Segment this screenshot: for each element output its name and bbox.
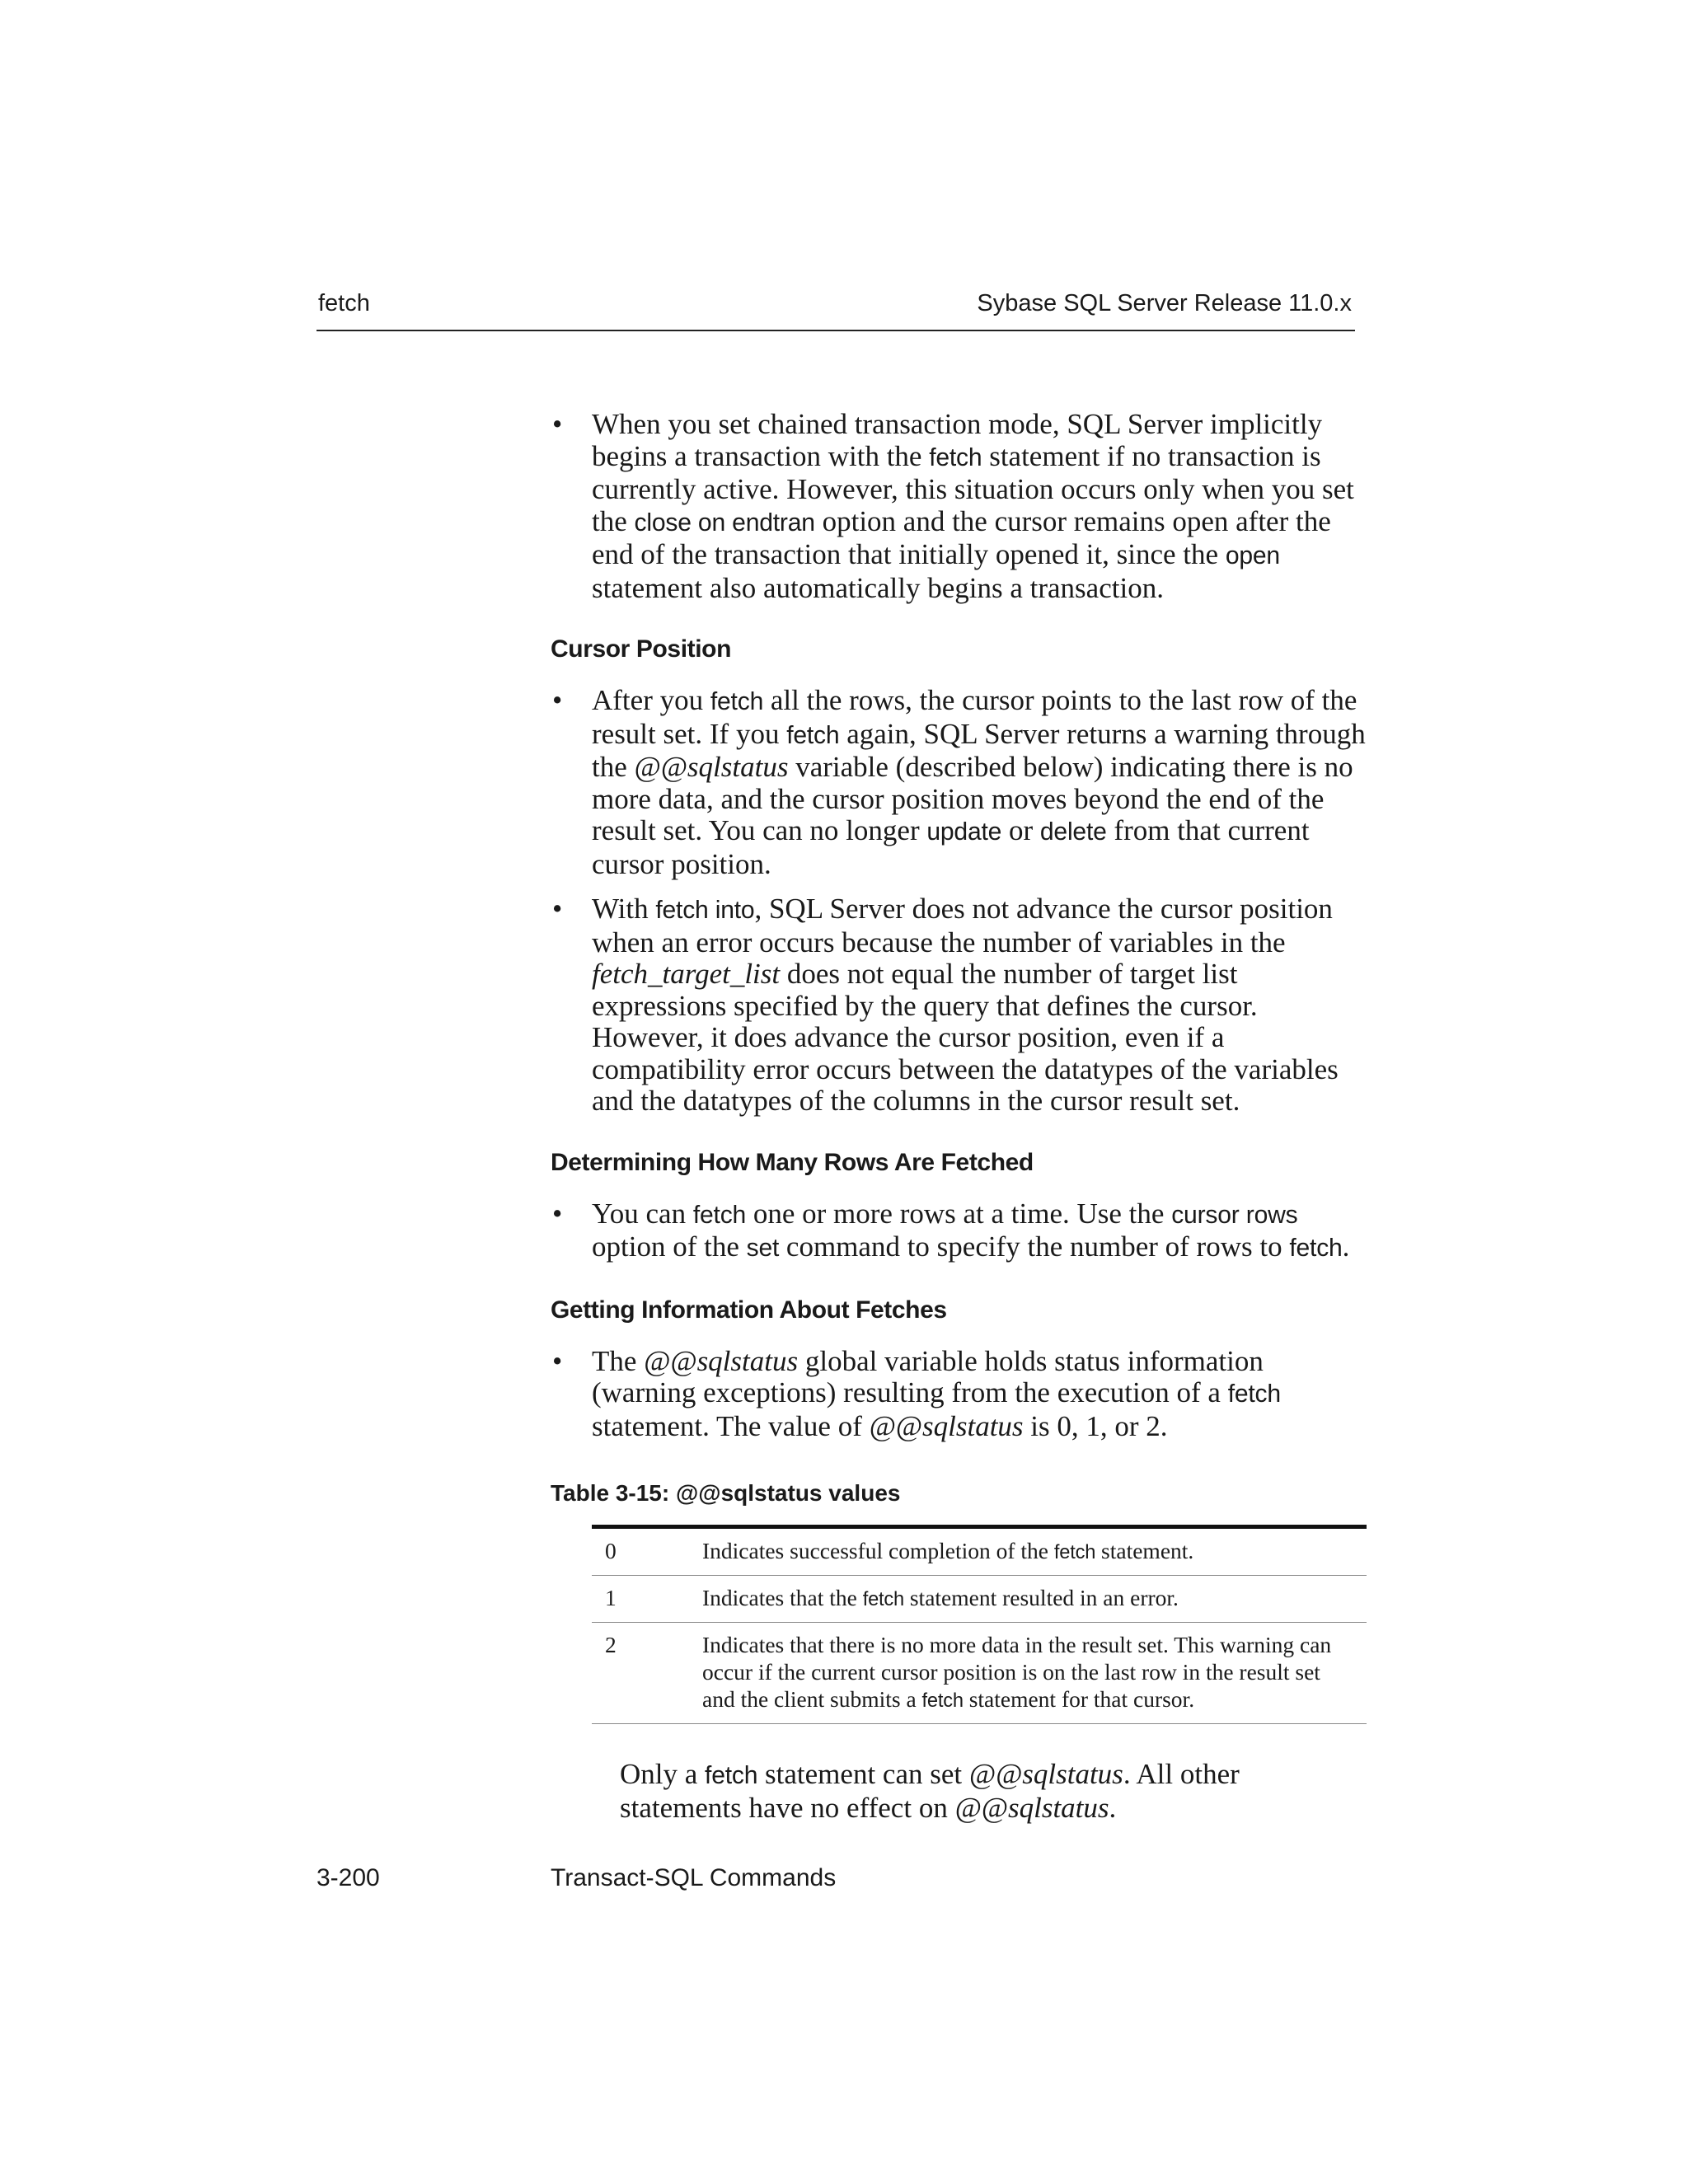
table-row [592,1576,1367,1623]
text: statement resulted in an error. [903,1585,1179,1610]
text: option and the cursor remains open after the end of the transaction that initially opened it, since the [592,504,1331,570]
text: Indicates that there is no more data in the result set. This warning can occur if the current cursor position is on the last row in the result set and the client submits a [702,1632,1332,1712]
parameter-name: fetch_target_list [592,958,781,990]
variable-name: @@sqlstatus [634,751,789,783]
footer-chapter-title: Transact-SQL Commands [551,1864,837,1891]
text: does not equal the number of target list expressions specified by the query that defines the cursor. However, it does advance the cursor position, even if a compatibility error occurs between the datatypes of the variables and the datatypes of the columns in the cursor result set. [592,958,1339,1117]
text: statement if no transaction is currently active. However, this situation occurs only when you set the [592,439,1354,537]
bullet-fetch-into [551,893,1367,1118]
code-term: fetch [705,1762,758,1789]
code-term: fetch [710,688,764,715]
text: Indicates successful completion of the [702,1538,1054,1563]
text: The [592,1344,645,1377]
text: is 0, 1, or 2. [1023,1409,1168,1442]
status-code: 0 [592,1527,702,1576]
closing-paragraph [620,1759,1367,1824]
sqlstatus-values-table [592,1525,1367,1724]
code-term: fetch [786,721,840,749]
heading-fetch-info: Getting Information About Fetches [551,1296,947,1324]
table-caption: Table 3-15: @@sqlstatus values [551,1480,901,1506]
code-term: fetch [692,1201,747,1229]
bullet-glyph: • [552,893,563,925]
header-section-name: fetch [318,290,370,316]
bullet-sqlstatus [551,1346,1367,1443]
code-term: update [926,818,1002,846]
code-term: fetch [1289,1235,1343,1262]
status-code: 2 [592,1623,702,1724]
body-column [551,409,1367,1824]
variable-name: @@sqlstatus [968,1758,1123,1790]
text: . [1109,1791,1117,1824]
text: Indicates that the [702,1585,863,1610]
text: . [1342,1230,1350,1263]
bullet-glyph: • [552,1344,563,1377]
header-book-title: Sybase SQL Server Release 11.0.x [977,290,1352,316]
code-term: cursor rows [1171,1201,1298,1229]
code-term: open [1225,542,1280,569]
text: . All other statements have no effect on [620,1758,1240,1824]
code-term: fetch [1053,1542,1096,1563]
code-term: fetch [862,1589,904,1610]
page-number: 3-200 [316,1864,380,1891]
text: command to specify the number of rows to [779,1230,1290,1263]
text: statement can set [757,1758,969,1790]
code-term: fetch [1227,1380,1281,1408]
text: statement. The value of [592,1409,870,1442]
code-term: fetch into [655,897,755,924]
text: or [1001,814,1040,846]
status-description [702,1576,1367,1623]
bullet-fetch-all-rows [551,685,1367,880]
text: statement also automatically begins a transaction. [592,571,1164,604]
bullet-chained-transaction [551,409,1367,604]
text: When you set chained transaction mode, SQL Server implicitly begins a transaction with the [592,408,1323,472]
variable-name: @@sqlstatus [869,1409,1024,1442]
code-term: delete [1039,818,1107,846]
code-term: set [746,1235,780,1262]
variable-name: @@sqlstatus [954,1791,1109,1824]
heading-cursor-position: Cursor Position [551,635,732,663]
text: global variable holds status information (warning exceptions) resulting from the execution of a [592,1344,1264,1408]
running-header [316,288,1355,331]
status-description [702,1623,1367,1724]
bullet-glyph: • [552,408,563,440]
text: With [592,893,656,925]
status-code: 1 [592,1576,702,1623]
running-footer [316,1864,1355,1905]
bullet-glyph: • [552,684,563,716]
text: Only a [620,1758,706,1790]
text: all the rows, the cursor points to the last row of the result set. If you [592,684,1357,750]
text: After you [592,684,710,716]
code-term: fetch [929,443,982,471]
text: option of the [592,1230,747,1263]
table-row [592,1527,1367,1576]
bullet-glyph: • [552,1197,563,1230]
text: from that current cursor position. [592,814,1310,880]
code-term: close on endtran [634,509,815,537]
text: statement. [1095,1538,1194,1563]
text: again, SQL Server returns a warning through the [592,717,1366,783]
text: one or more rows at a time. Use the [746,1197,1172,1230]
status-description [702,1527,1367,1576]
text: statement for that cursor. [963,1686,1195,1712]
text: variable (described below) indicating there is no more data, and the cursor position moves beyond the end of the result set. You can no longer [592,751,1353,846]
variable-name: @@sqlstatus [644,1344,799,1377]
table-row [592,1623,1367,1724]
text: You can [592,1197,693,1230]
code-term: fetch [921,1690,964,1712]
text: , SQL Server does not advance the cursor position when an error occurs because the number of variables in the [592,893,1333,958]
bullet-cursor-rows [551,1198,1367,1265]
heading-rows-fetched: Determining How Many Rows Are Fetched [551,1148,1034,1176]
